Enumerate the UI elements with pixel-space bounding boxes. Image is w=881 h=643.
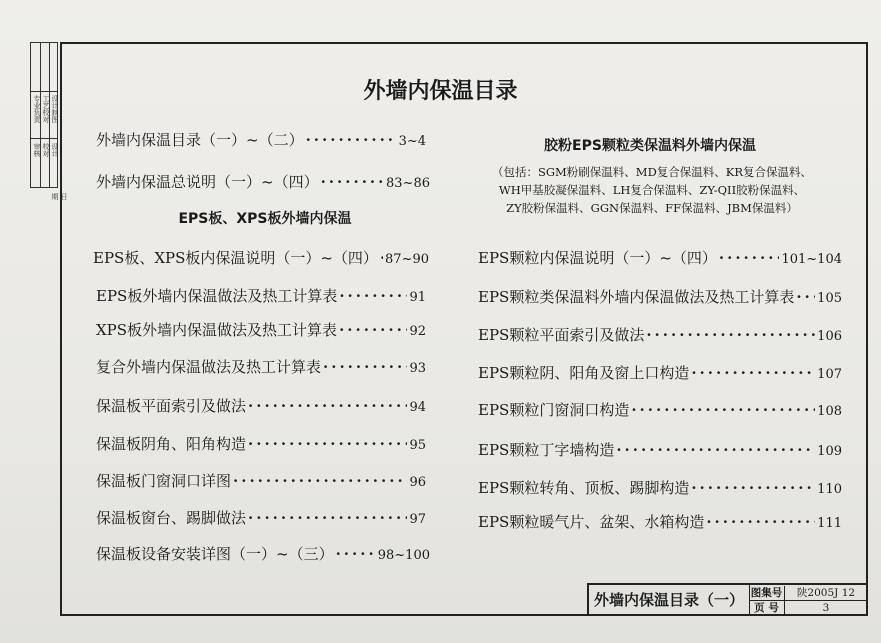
side-label: 工艺校对 [42, 95, 50, 123]
leader-dots [323, 357, 407, 377]
toc-item-page: 3~4 [398, 134, 426, 149]
toc-item[interactable] [96, 357, 426, 377]
title-block [587, 583, 867, 616]
toc-item-page: 96 [409, 475, 426, 490]
toc-item-page: 108 [817, 404, 842, 419]
leader-dots [719, 248, 780, 268]
toc-item-page: 91 [409, 290, 426, 305]
leader-dots [248, 508, 407, 528]
toc-item-label: EPS板、XPS板内保温说明（一）~（四） [93, 249, 378, 267]
toc-item[interactable] [478, 287, 842, 307]
leader-dots [321, 172, 384, 192]
leader-dots [616, 440, 815, 460]
toc-item-page: 94 [409, 400, 426, 415]
leader-dots [339, 286, 407, 306]
note-line: （包括：SGM粉刷保温料、MD复合保温料、KR复合保温料、 [491, 165, 813, 179]
section-note [462, 163, 842, 217]
leader-dots [631, 400, 815, 420]
toc-item-page: 87~90 [385, 252, 429, 267]
toc-item-page: 92 [409, 324, 426, 339]
side-label: 审核 [33, 143, 41, 157]
toc-item-label: EPS颗粒门窗洞口构造 [478, 401, 630, 419]
side-label: 日期 [51, 193, 68, 200]
leader-dots [339, 320, 407, 340]
section-heading: EPS板、XPS板外墙内保温 [178, 211, 352, 227]
toc-item-page: 98~100 [377, 548, 430, 563]
toc-item-page: 106 [817, 329, 842, 344]
toc-item-label: 外墙内保温总说明（一）~（四） [96, 173, 319, 191]
atlas-number-label: 图集号 [749, 586, 785, 601]
note-line: ZY胶粉保温料、GGN保温料、FF保温料、JBM保温料） [506, 201, 798, 215]
toc-item-page: 105 [817, 291, 842, 306]
leader-dots [380, 248, 383, 268]
toc-item-label: EPS颗粒暖气片、盆架、水箱构造 [478, 513, 705, 531]
toc-item-label: 复合外墙内保温做法及热工计算表 [96, 358, 322, 376]
toc-item[interactable] [96, 471, 426, 491]
toc-item-label: 外墙内保温目录（一）~（二） [96, 131, 304, 149]
toc-item-page: 109 [817, 444, 842, 459]
toc-item-page: 110 [817, 482, 842, 497]
toc-item-label: EPS板外墙内保温做法及热工计算表 [96, 287, 338, 305]
leader-dots [691, 363, 815, 383]
title-block-title: 外墙内保温目录（一） [589, 585, 750, 616]
toc-item[interactable] [478, 400, 842, 420]
side-label: 设计 [51, 143, 59, 157]
toc-item-label: EPS颗粒类保温料外墙内保温做法及热工计算表 [478, 288, 795, 306]
toc-item-page: 111 [817, 516, 842, 531]
page-number-value: 3 [822, 602, 830, 614]
side-label: 设计制图 [51, 95, 59, 123]
toc-item-page: 95 [409, 438, 426, 453]
toc-item-page: 97 [409, 512, 426, 527]
toc-item-label: XPS板外墙内保温做法及热工计算表 [96, 321, 338, 339]
toc-item-label: EPS颗粒转角、顶板、踢脚构造 [478, 479, 690, 497]
toc-item[interactable] [96, 320, 426, 340]
toc-item-page: 107 [817, 367, 842, 382]
leader-dots [691, 478, 815, 498]
toc-item[interactable] [96, 544, 430, 564]
toc-item[interactable] [96, 286, 426, 306]
toc-item-page: 93 [409, 361, 426, 376]
atlas-number-value: 陕2005J 12 [796, 587, 856, 599]
toc-item[interactable] [478, 363, 842, 383]
leader-dots [233, 471, 407, 491]
leader-dots [248, 396, 407, 416]
toc-item[interactable] [478, 325, 842, 345]
toc-item[interactable] [96, 434, 426, 454]
toc-item[interactable] [96, 130, 426, 150]
leader-dots [646, 325, 815, 345]
leader-dots [336, 544, 376, 564]
toc-item[interactable] [96, 172, 430, 192]
toc-item-label: 保温板窗台、踢脚做法 [96, 509, 247, 527]
leader-dots [796, 287, 815, 307]
toc-item-page: 83~86 [386, 176, 430, 191]
toc-item-label: 保温板阴角、阳角构造 [96, 435, 247, 453]
toc-item[interactable] [478, 248, 842, 268]
leader-dots [706, 512, 815, 532]
toc-item-label: EPS颗粒平面索引及做法 [478, 326, 645, 344]
toc-item[interactable] [93, 248, 429, 268]
toc-item-label: 保温板设备安装详图（一）~（三） [96, 545, 334, 563]
note-line: WH甲基胶凝保温料、LH复合保温料、ZY-QII胶粉保温料、 [498, 183, 806, 197]
toc-item-label: 保温板门窗洞口详图 [96, 472, 232, 490]
toc-item[interactable] [478, 478, 842, 498]
side-label: 专业负责 [33, 95, 41, 123]
toc-item-label: EPS颗粒阴、阳角及窗上口构造 [478, 364, 690, 382]
toc-item-label: EPS颗粒内保温说明（一）~（四） [478, 249, 717, 267]
toc-item[interactable] [478, 440, 842, 460]
leader-dots [248, 434, 407, 454]
toc-item[interactable] [96, 508, 426, 528]
toc-item[interactable] [96, 396, 426, 416]
toc-item[interactable] [478, 512, 842, 532]
side-label: 校对 [42, 143, 50, 157]
toc-item-label: EPS颗粒丁字墙构造 [478, 441, 615, 459]
leader-dots [306, 130, 397, 150]
toc-item-page: 101~104 [781, 252, 842, 267]
side-signature-strip [30, 42, 68, 200]
page-title: 外墙内保温目录 [363, 79, 518, 104]
section-heading: 胶粉EPS颗粒类保温料外墙内保温 [544, 138, 756, 154]
page-number-label: 页 号 [749, 601, 785, 616]
toc-item-label: 保温板平面索引及做法 [96, 397, 247, 415]
